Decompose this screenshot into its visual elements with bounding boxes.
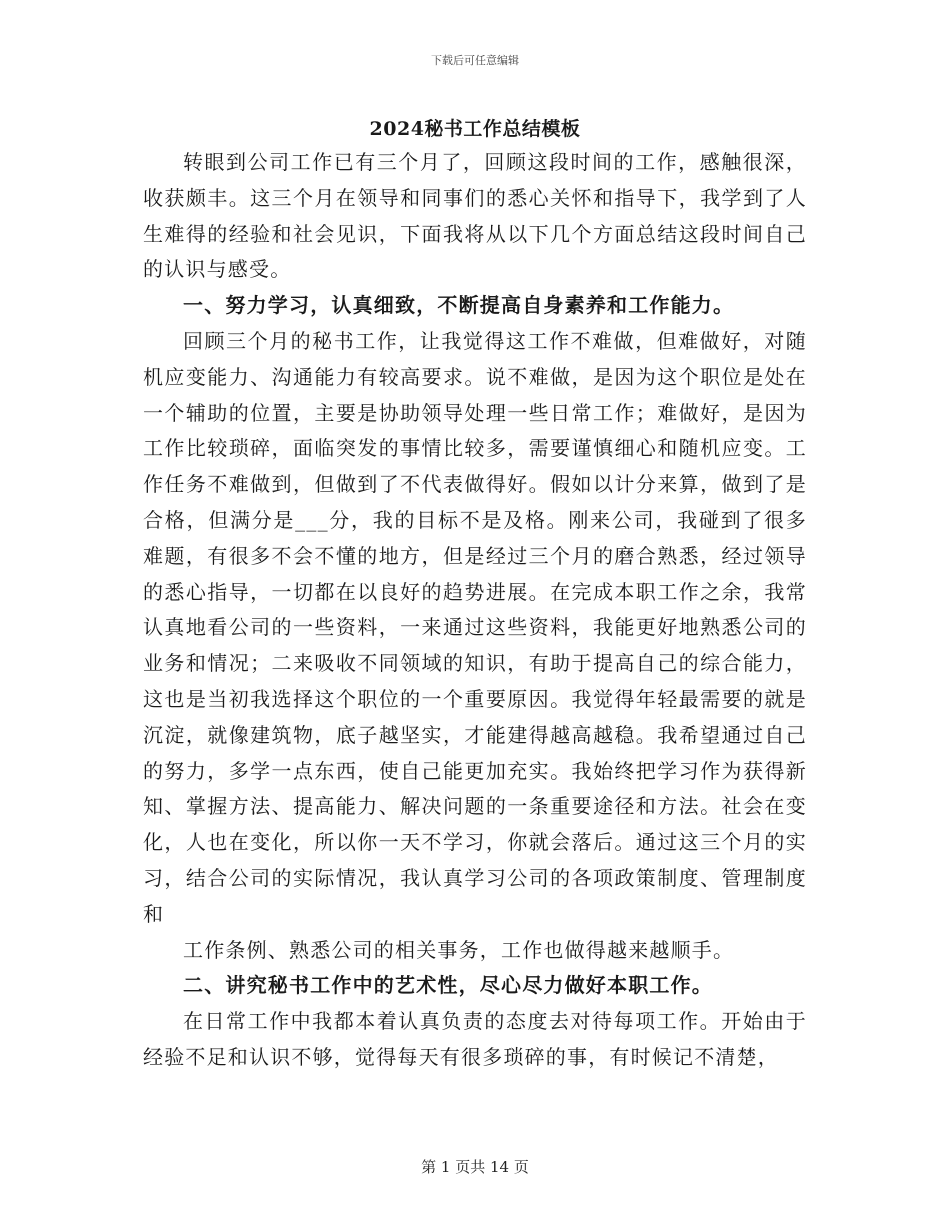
section-2-heading: 二、讲究秘书工作中的艺术性，尽心尽力做好本职工作。 [183,973,713,998]
document-title: 2024秘书工作总结模板 [369,118,581,140]
header-note: 下载后可任意编辑 [431,54,519,67]
section-1-paragraph: 回顾三个月的秘书工作，让我觉得这工作不难做，但难做好，对随机应变能力、沟通能力有较高要求。说不难做，是因为这个职位是处在一个辅助的位置，主要是协助领导处理一些日常工作；难做好，是因为工作比较琐碎，面临突发的事情比较多，需要谨慎细心和随机应变。工作任务不难做到，但做到了不代表做得好。假如以计分来算，做到了是合格，但满分是___分，我的目标不是及格。刚来公司，我碰到了很多难题，有很多不会不懂的地方，但是经过三个月的磨合熟悉，经过领导的悉心指导，一切都在以良好的趋势进展。在完成本职工作之余，我常认真地看公司的一些资料，一来通过这些资料，我能更好地熟悉公司的业务和情况；二来吸收不同领域的知识，有助于提高自己的综合能力，这也是当初我选择这个职位的一个重要原因。我觉得年轻最需要的就是沉淀，就像建筑物，底子越坚实，才能建得越高越稳。我希望通过自己的努力，多学一点东西，使自己能更加充实。我始终把学习作为获得新知、掌握方法、提高能力、解决问题的一条重要途径和方法。社会在变化，人也在变化，所以你一天不学习，你就会落后。通过这三个月的实习，结合公司的实际情况，我认真学习公司的各项政策制度、管理制度和 [143,328,807,926]
intro-paragraph: 转眼到公司工作已有三个月了，回顾这段时间的工作，感触很深，收获颇丰。这三个月在领导和同事们的悉心关怀和指导下，我学到了人生难得的经验和社会见识，下面我将从以下几个方面总结这段时间自己的认识与感受。 [143,150,807,282]
section-1-paragraph-continued: 工作条例、熟悉公司的相关事务，工作也做得越来越顺手。 [183,937,735,962]
section-1-heading: 一、努力学习，认真细致，不断提高自身素养和工作能力。 [183,293,735,318]
page-number: 第 1 页共 14 页 [421,1158,529,1176]
section-2-paragraph: 在日常工作中我都本着认真负责的态度去对待每项工作。开始由于经验不足和认识不够，觉得每天有很多琐碎的事，有时候记不清楚， [143,1009,807,1069]
document-body [143,145,807,1076]
